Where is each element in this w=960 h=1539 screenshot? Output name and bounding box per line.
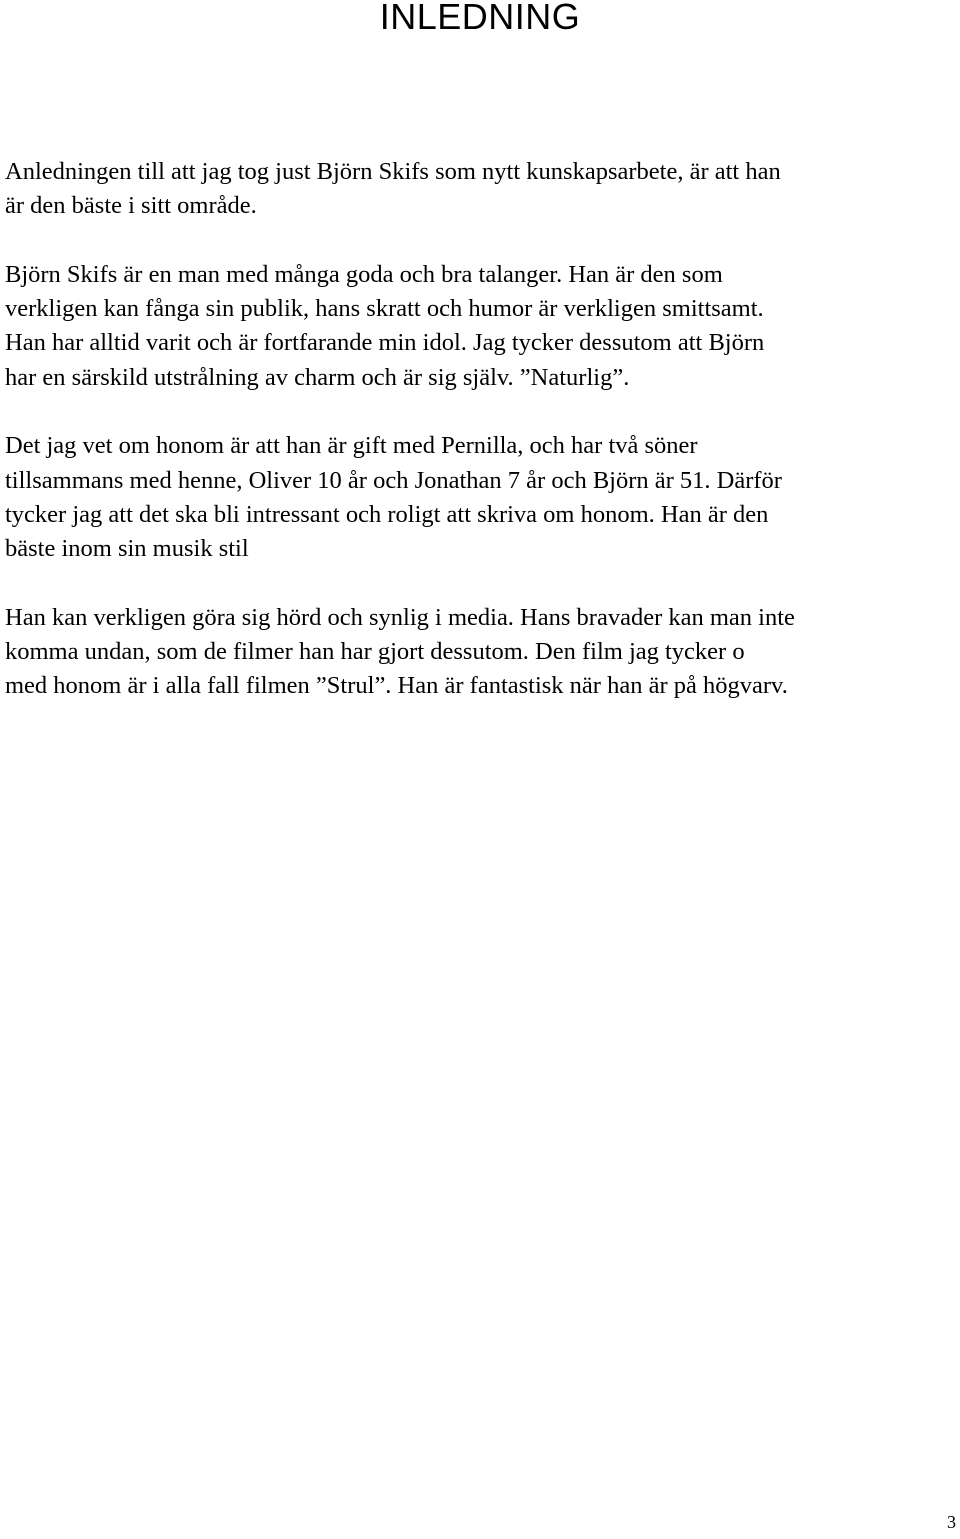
text-line: Han kan verkligen göra sig hörd och synlig i media. Hans bravader kan man inte (5, 603, 795, 631)
page-number: 3 (947, 1512, 956, 1532)
text-line: tillsammans med henne, Oliver 10 år och Jonathan 7 år och Björn är 51. Därför (5, 466, 782, 494)
text-line: Han har alltid varit och är fortfarande min idol. Jag tycker dessutom att Björn (5, 329, 765, 357)
text-line: har en särskild utstrålning av charm och är sig själv. ”Naturlig”. (5, 363, 630, 391)
paragraph-media (5, 601, 957, 704)
text-line: Anledningen till att jag tog just Björn Skifs som nytt kunskapsarbete, är att han (5, 158, 781, 185)
text-line: bäste inom sin musik stil (5, 535, 249, 563)
text-line: komma undan, som de filmer han har gjort dessutom. Den film jag tycker o (5, 638, 745, 666)
page-title: INLEDNING (379, 0, 581, 37)
paragraph-gap (5, 224, 957, 258)
text-line: Det jag vet om honom är att han är gift med Pernilla, och har två söner (5, 432, 698, 460)
paragraph-gap (5, 567, 957, 601)
paragraph-gap (5, 395, 957, 429)
paragraph-talents (5, 258, 957, 395)
text-line: med honom är i alla fall filmen ”Strul”. Han är fantastisk när han är på högvarv. (5, 672, 788, 700)
text-line: tycker jag att det ska bli intressant och roligt att skriva om honom. Han är den (5, 500, 769, 528)
text-line: Björn Skifs är en man med många goda och bra talanger. Han är den som (5, 260, 723, 288)
body-text (5, 155, 957, 704)
paragraph-family (5, 429, 957, 566)
text-line: är den bäste i sitt område. (5, 192, 257, 220)
paragraph-intro (5, 155, 957, 224)
text-line: verkligen kan fånga sin publik, hans skratt och humor är verkligen smittsamt. (5, 295, 764, 323)
